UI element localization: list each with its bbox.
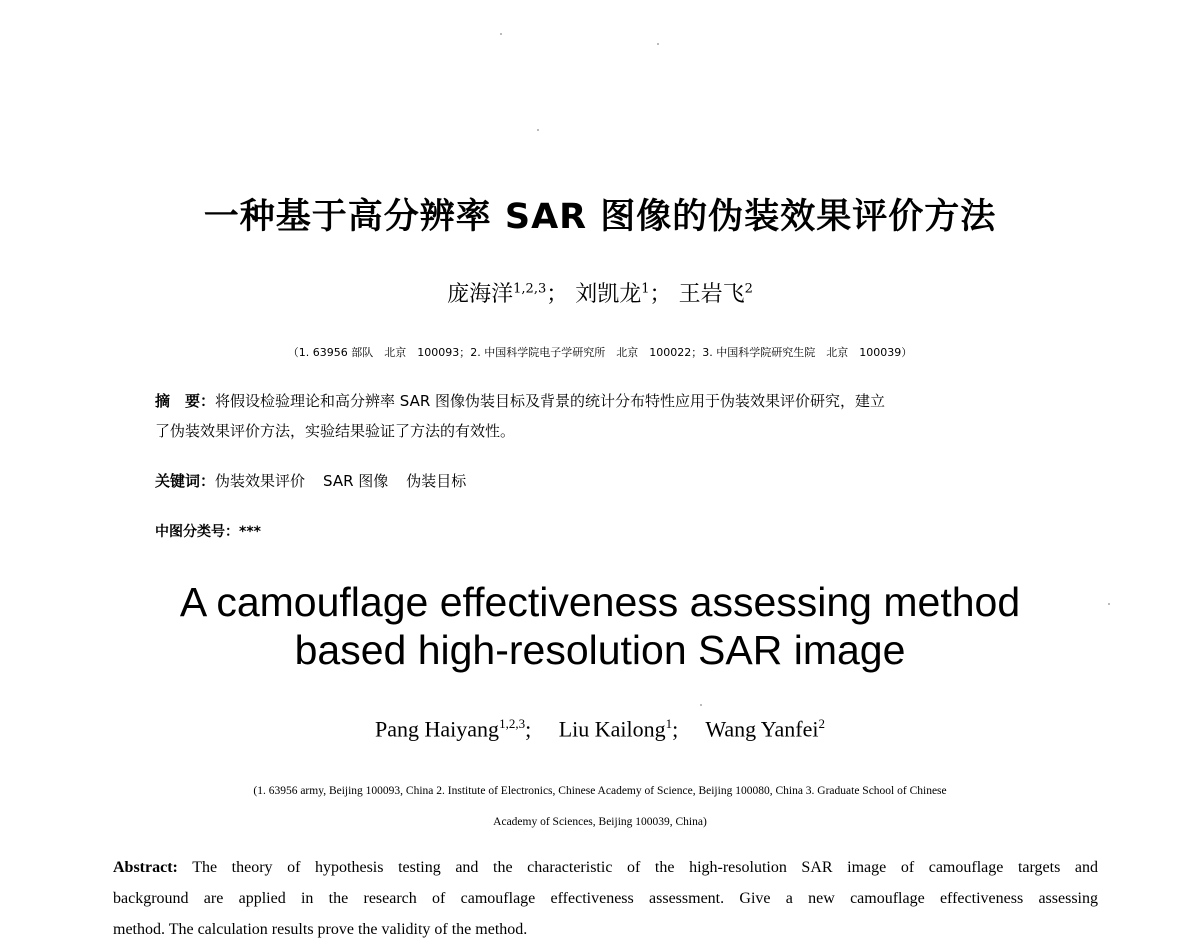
cn-abstract-text: 将假设检验理论和高分辨率 SAR 图像伪装目标及背景的统计分布特性应用于伪装效果评价研究，建立 <box>215 392 886 410</box>
en-abstract-line: method. The calculation results prove the validity of the method. <box>113 921 528 938</box>
en-abstract <box>113 852 1098 945</box>
cn-abstract <box>155 386 1060 446</box>
cn-keyword: 伪装效果评价 <box>215 472 306 490</box>
en-abstract-label: Abstract: <box>113 859 178 876</box>
cn-authors <box>0 277 1200 308</box>
cn-author-sup: 1 <box>641 281 650 297</box>
cn-author-separator: ； <box>649 282 672 307</box>
en-title-line: based high-resolution SAR image <box>294 627 906 673</box>
cn-keyword: SAR 图像 <box>323 472 389 490</box>
en-abstract-line: background are applied in the research of camouflage effectiveness assessment. Give a new camouflage effectiveness assessing <box>113 890 1098 907</box>
cn-keyword: 伪装目标 <box>406 472 467 490</box>
cn-clc-value: *** <box>239 524 261 540</box>
cn-clc <box>155 521 261 541</box>
en-author-sup: 1 <box>665 716 673 731</box>
en-author-name: Pang Haiyang <box>375 716 500 742</box>
cn-keywords-label: 关键词： <box>155 472 216 490</box>
cn-author-separator: ； <box>546 282 569 307</box>
en-author-name: Liu Kailong <box>558 716 666 742</box>
cn-author-name: 刘凯龙 <box>575 282 642 307</box>
scan-speck <box>537 129 539 131</box>
cn-title: 一种基于高分辨率 SAR 图像的伪装效果评价方法 <box>203 197 997 237</box>
cn-author-name: 庞海洋 <box>447 282 514 307</box>
scan-speck <box>657 43 659 45</box>
cn-keywords <box>155 470 484 491</box>
en-title <box>0 578 1200 674</box>
en-affiliation <box>0 776 1200 838</box>
cn-abstract-text: 了伪装效果评价方法，实验结果验证了方法的有效性。 <box>155 422 516 440</box>
en-title-line: A camouflage effectiveness assessing method <box>179 579 1021 625</box>
en-abstract-text: The theory of hypothesis testing and the characteristic of the high-resolution SAR image of camouflage targets and <box>192 859 1098 876</box>
cn-affiliation: （1. 63956 部队 北京 100093；2. 中国科学院电子学研究所 北京 100022；3. 中国科学院研究生院 北京 100039） <box>287 346 913 359</box>
en-author-name: Wang Yanfei <box>705 716 819 742</box>
en-affiliation-line: (1. 63956 army, Beijing 100093, China 2. Institute of Electronics, Chinese Academy of Science, Beijing 100080, China 3. Graduate School of Chinese <box>253 785 947 797</box>
cn-abstract-line <box>155 386 1060 416</box>
en-author-sup: 1,2,3 <box>499 716 526 731</box>
en-abstract-line <box>113 852 1098 883</box>
en-author-sup: 2 <box>818 716 825 731</box>
en-affiliation-line: Academy of Sciences, Beijing 100039, China) <box>493 816 707 828</box>
cn-abstract-line <box>155 416 1060 446</box>
cn-author-sup: 1,2,3 <box>513 281 547 297</box>
en-authors: Pang Haiyang$^{1,2,3}$; Liu Kailong$^1$; Wang Yanfei$^2$ <box>375 716 825 742</box>
scan-speck <box>500 33 502 35</box>
cn-author-sup: 2 <box>744 281 753 297</box>
scan-speck <box>700 704 702 706</box>
cn-abstract-label: 摘 要： <box>155 392 216 410</box>
cn-author-name: 王岩飞 <box>678 282 745 307</box>
cn-clc-label: 中图分类号： <box>155 524 239 540</box>
